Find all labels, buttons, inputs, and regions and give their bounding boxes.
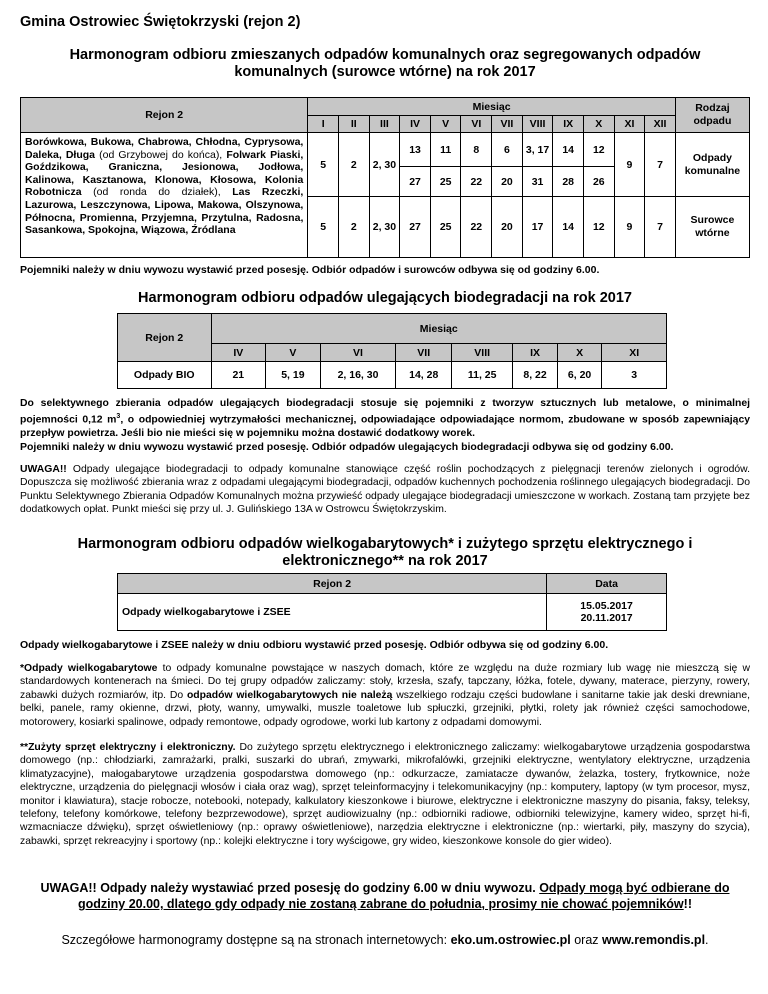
schedule-cell: 22 [461,167,492,197]
schedule-cell: 9 [614,197,645,258]
month-col: VIII [522,116,553,133]
bio-date-cell: 21 [211,362,266,389]
schedule-cell: 27 [400,167,431,197]
bulky-definition: *Odpady wielkogabarytowe to odpady komunalne powstające w naszych domach, które ze względu na duże rozmiary lub wagę nie mieszczą się w standardowych kontenerach na śmieci. Do tej grupy odpadów zaliczamy: stoły, krzesła, szafy, tapczany, łóżka, fotele, dywany, materace, pierzyny, rowery, zabawki dużych rozmiarów, itp. Do odpadów wielkogabarytowych nie należą wszelkiego rodzaju części budowlane i sanitarne takie jak deski drewniane, belki, panele, ramy okienne, drzwi, płoty, wanny, umywalki, muszle toaletowe lub spłuczki, grzejniki, płytki, rolety jak również części samochodowe, motorowery, kosiarki spalinowe, odpady remontowe, odpady ogrodowe, worki lub kartony z odpadami domowymi. [20,663,750,728]
schedule-cell: 2 [338,197,369,258]
schedule-cell: 28 [553,167,584,197]
bulky-dates [547,594,667,631]
bulky-date-header: Data [547,574,667,594]
bulky-note: Odpady wielkogabarytowe i ZSEE należy w dniu odbioru wystawić przed posesję. Odbiór odbywa się od godziny 6.00. [20,639,609,651]
bulky-date: 20.11.2017 [580,612,633,624]
schedule-cell: 8 [461,133,492,167]
schedule-cell: 7 [645,197,676,258]
bio-month-col: IV [211,344,266,362]
schedule-cell: 22 [461,197,492,258]
bio-date-cell: 3 [602,362,667,389]
bio-table [117,313,667,389]
schedule-cell: 2, 30 [369,197,400,258]
schedule-cell: 5 [308,197,339,258]
bulky-table [117,573,667,631]
bio-date-cell: 11, 25 [452,362,513,389]
bulky-region-header: Rejon 2 [118,574,547,594]
month-header: Miesiąc [308,98,676,116]
month-col: XII [645,116,676,133]
bio-title: Harmonogram odbioru odpadów ulegających biodegradacji na rok 2017 [138,290,632,306]
bio-month-col: VI [320,344,396,362]
month-col: II [338,116,369,133]
bio-region-header: Rejon 2 [118,314,212,362]
bulky-date: 15.05.2017 [580,600,633,612]
bio-note: Pojemniki należy w dniu wywozu wystawić przed posesję. Odbiór odpadów ulegających biodegradacji odbywa się od godziny 6.00. [20,441,674,453]
month-col: VI [461,116,492,133]
waste-type-surowce: Surowce wtórne [675,197,749,258]
bio-month-col: V [266,344,321,362]
bio-uwaga: UWAGA!! Odpady ulegające biodegradacji to odpady komunalne stanowiące część roślin pochodzących z pielęgnacji terenów zielonych i ogrodów. Dopuszcza się możliwość zbierania wraz z odpadami ulegającymi biodegradacji, odpadów kuchennych pochodzenia roślinnego ulegających biodegradacji. Do Punktu Selektywnego Zbierania Odpadów Komunalnych można przywieść odpady ulegające biodegradacji umieszczone w workach. Zostaną tam przyjęte bez dodatkowych opłat. Punkt mieści się przy ul. J. Gulińskiego 13A w Ostrowcu Świętokrzyskim. [20,464,750,516]
schedule-cell: 27 [400,197,431,258]
mixed-waste-note: Pojemniki należy w dniu wywozu wystawić przed posesję. Odbiór odpadów i surowców odbywa się od godziny 6.00. [20,264,600,276]
bio-date-cell: 14, 28 [396,362,452,389]
month-col: VII [492,116,523,133]
bulky-title: Harmonogram odbioru odpadów wielkogabarytowych* i zużytego sprzętu elektrycznego i elektronicznego** na rok 2017 [77,536,693,569]
bio-row-label: Odpady BIO [118,362,212,389]
bio-date-cell: 5, 19 [266,362,321,389]
month-col: X [583,116,614,133]
bio-month-col: VII [396,344,452,362]
schedule-cell: 12 [583,133,614,167]
month-col: III [369,116,400,133]
bio-month-col: IX [513,344,558,362]
schedule-cell: 20 [492,197,523,258]
page-header: Gmina Ostrowiec Świętokrzyski (rejon 2) [20,14,301,30]
bio-date-cell: 8, 22 [513,362,558,389]
bio-month-col: X [557,344,602,362]
eko-website-link[interactable]: eko.um.ostrowiec.pl [450,933,571,947]
month-col: V [430,116,461,133]
schedule-cell: 31 [522,167,553,197]
month-col: IX [553,116,584,133]
month-col: I [308,116,339,133]
street-list: Borówkowa, Bukowa, Chabrowa, Chłodna, Cyprysowa, Daleka, Długa (od Grzybowej do końca), Folwark Piaski, Goździkowa, Graniczna, Jesionowa, Jodłowa, Kalinowa, Kasztanowa, Klonowa, Kłosowa, Kolonia Robotnicza (od ronda do działek), Las Rzeczki, Lazurowa, Leszczynowa, Lipowa, Makowa, Olszynowa, Północna, Promienna, Przyjemna, Przytulna, Radosna, Sasankowa, Spokojna, Wiązowa, Źródlana [21,133,308,258]
bio-month-header: Miesiąc [211,314,666,344]
schedule-cell: 14 [553,197,584,258]
mixed-waste-table [20,97,750,258]
bio-date-cell: 6, 20 [557,362,602,389]
bio-month-col: VIII [452,344,513,362]
bio-month-col: XI [602,344,667,362]
mixed-waste-title: Harmonogram odbioru zmieszanych odpadów komunalnych oraz segregowanych odpadów komunalnych (surowce wtórne) na rok 2017 [69,47,701,80]
schedule-cell: 13 [400,133,431,167]
zsee-definition: **Zużyty sprzęt elektryczny i elektroniczny. Do zużytego sprzętu elektrycznego i elektronicznego zaliczamy: wielkogabarytowe urządzenia gospodarstwa domowego (np.: chłodziarki, zamrażarki, pralki, suszarki do ubrań, zmywarki, mikrofalówki, grzejniki elektryczne, wentylatory elektryczne, urządzenia klimatyzacyjne), małogabarytowe urządzenia gospodarstwa domowego (np.: odkurzacze, zamiatacze dywanów, żelazka, tostery, frytkownice, noże elektryczne, urządzenia do pielęgnacji włosów i ciała oraz wag), sprzęt teleinformacyjny i telekomunikacyjny (np.: komputery, laptopy (w tym procesor, mysz, monitor i klawiatura), stacje robocze, notebooki, notepady, kalkulatory kieszonkowe i biurowe, elektryczne i elektroniczne maszyny do pisania, faksy, teleksy, telefony, telefony komórkowe, telefony bezprzewodowe), sprzęt audiowizualny (np.: odbiorniki radiowe, odbiorniki telewizyjne, kamery wideo, sprzęt hi-fi, wzmacniacze dźwięku), sprzęt oświetleniowy (np.: oprawy oświetleniowe), narzędzia elektryczne i elektroniczne (np.: wiertarki, piły, maszyny do szycia), zabawki, sprzęt rekreacyjny i sportowy (np.: kolejki elektryczne i tory wyścigowe, gry wideo, kieszonkowe konsole do gier wideo). [20,742,750,847]
schedule-cell: 3, 17 [522,133,553,167]
schedule-cell: 20 [492,167,523,197]
schedule-cell: 12 [583,197,614,258]
schedule-cell: 25 [430,167,461,197]
month-col: IV [400,116,431,133]
bio-container-info: Do selektywnego zbierania odpadów ulegających biodegradacji stosuje się pojemniki z tworzyw sztucznych lub metalowe, o minimalnej pojemności 0,12 $m^3$, o odpowiedniej wytrzymałości mechanicznej, odpowiadające odpowiadające normom, zbudowane w sposób zapewniający przepływ powietrza. Jeśli bio nie mieści się w pojemniku można dostawić dodatkowy worek. [20,398,750,440]
schedule-cell: 2 [338,133,369,197]
schedule-cell: 25 [430,197,461,258]
bulky-row-label: Odpady wielkogabarytowe i ZSEE [118,594,547,631]
schedule-cell: 17 [522,197,553,258]
schedule-cell: 5 [308,133,339,197]
remondis-website-link[interactable]: www.remondis.pl [602,933,706,947]
schedule-cell: 2, 30 [369,133,400,197]
schedule-cell: 14 [553,133,584,167]
month-col: XI [614,116,645,133]
region-header: Rejon 2 [21,98,308,133]
schedule-cell: 26 [583,167,614,197]
waste-type-header: Rodzaj odpadu [675,98,749,133]
footer-details: Szczegółowe harmonogramy dostępne są na stronach internetowych: eko.um.ostrowiec.pl oraz www.remondis.pl. [61,933,709,947]
schedule-cell: 11 [430,133,461,167]
waste-type-komunalne: Odpady komunalne [675,133,749,197]
bio-date-cell: 2, 16, 30 [320,362,396,389]
schedule-cell: 7 [645,133,676,197]
schedule-cell: 9 [614,133,645,197]
schedule-cell: 6 [492,133,523,167]
footer-warning: UWAGA!! Odpady należy wystawiać przed posesję do godziny 6.00 w dniu wywozu. Odpady mogą być odbierane do godziny 20.00, dlatego gdy odpady nie zostaną zabrane do południa, prosimy nie chować pojemników!! [40,881,730,911]
